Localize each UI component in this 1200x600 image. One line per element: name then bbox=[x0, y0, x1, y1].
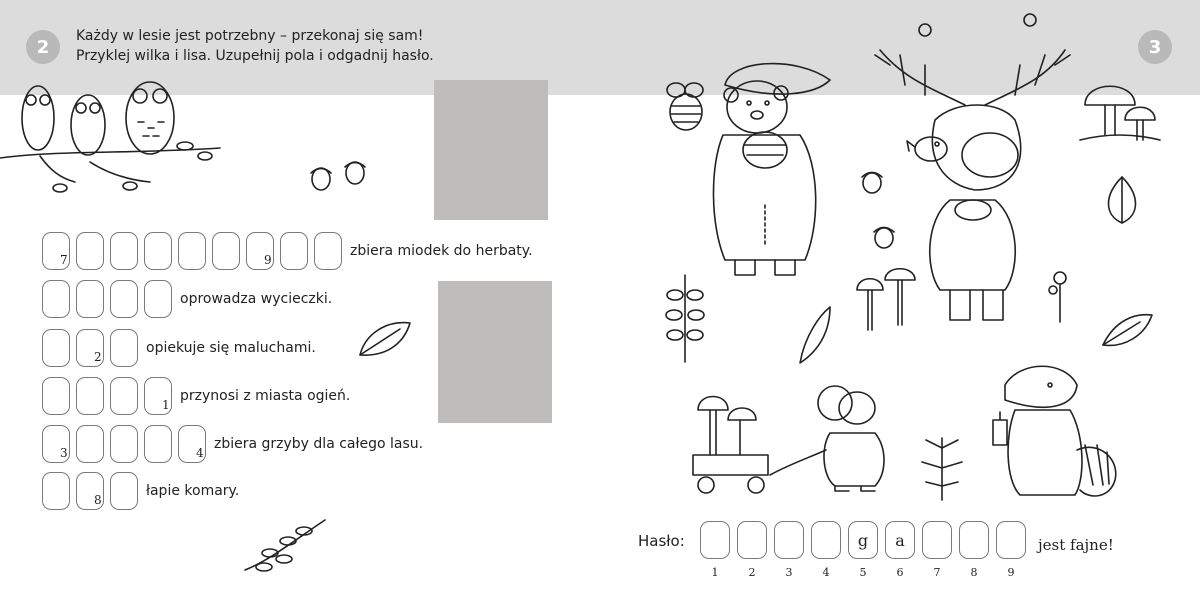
oak-leaf-illustration bbox=[355, 315, 415, 365]
letter-index-number: 9 bbox=[264, 253, 272, 267]
letter-box[interactable] bbox=[76, 329, 104, 367]
clue-text: opiekuje się maluchami. bbox=[146, 340, 316, 356]
password-letter-box[interactable] bbox=[737, 521, 767, 559]
instructions bbox=[76, 26, 434, 66]
password-letter-box[interactable]: a bbox=[885, 521, 915, 559]
password-letter-box[interactable] bbox=[959, 521, 989, 559]
password-letter-box[interactable]: g bbox=[848, 521, 878, 559]
letter-index-number: 8 bbox=[94, 493, 102, 507]
tall-mushrooms-illustration bbox=[855, 260, 920, 335]
password-position-number: 1 bbox=[711, 566, 719, 579]
password-letter-box[interactable] bbox=[811, 521, 841, 559]
fox-sticker-placeholder[interactable] bbox=[434, 80, 548, 220]
letter-box[interactable] bbox=[110, 472, 138, 510]
wagon-with-mushrooms-illustration bbox=[688, 390, 778, 500]
clue-text: łapie komary. bbox=[146, 483, 240, 499]
acorn-illustration bbox=[858, 165, 888, 195]
word-row bbox=[42, 230, 533, 272]
letter-box[interactable] bbox=[42, 329, 70, 367]
password-position-number: 4 bbox=[822, 566, 830, 579]
letter-box[interactable] bbox=[144, 232, 172, 270]
word-row bbox=[42, 278, 332, 320]
letter-box[interactable] bbox=[110, 377, 138, 415]
letter-box[interactable] bbox=[110, 329, 138, 367]
password-position-number: 7 bbox=[933, 566, 941, 579]
letter-index-number: 1 bbox=[162, 398, 170, 412]
password-position-number: 9 bbox=[1007, 566, 1015, 579]
right-page bbox=[600, 0, 1200, 600]
clue-text: zbiera grzyby dla całego lasu. bbox=[214, 436, 424, 452]
flower-illustration bbox=[1045, 270, 1075, 325]
letter-box[interactable] bbox=[42, 232, 70, 270]
password-position-number: 2 bbox=[748, 566, 756, 579]
owls-on-branch-illustration bbox=[0, 70, 230, 215]
password-letter-box[interactable] bbox=[996, 521, 1026, 559]
password-letter-box[interactable] bbox=[774, 521, 804, 559]
wolf-sticker-placeholder[interactable] bbox=[438, 281, 552, 423]
instruction-line-1: Każdy w lesie jest potrzebny – przekonaj się sam! bbox=[76, 28, 424, 44]
password-position-number: 3 bbox=[785, 566, 793, 579]
bird-illustration bbox=[905, 125, 955, 170]
letter-box[interactable] bbox=[314, 232, 342, 270]
password-position-number: 6 bbox=[896, 566, 904, 579]
password-suffix: jest fajne! bbox=[1038, 536, 1114, 554]
password-letter-box[interactable] bbox=[700, 521, 730, 559]
leaf-illustration-2 bbox=[1100, 310, 1155, 350]
instruction-line-2: Przyklej wilka i lisa. Uzupełnij pola i odgadnij hasło. bbox=[76, 48, 434, 64]
letter-box[interactable] bbox=[76, 472, 104, 510]
letter-box[interactable] bbox=[76, 377, 104, 415]
word-row bbox=[42, 375, 350, 417]
clue-text: zbiera miodek do herbaty. bbox=[350, 243, 533, 259]
letter-box[interactable] bbox=[42, 425, 70, 463]
password-position-number: 8 bbox=[970, 566, 978, 579]
clue-text: przynosi z miasta ogień. bbox=[180, 388, 351, 404]
word-row bbox=[42, 423, 423, 465]
letter-box[interactable] bbox=[144, 280, 172, 318]
password-position-number: 5 bbox=[859, 566, 867, 579]
page-number-badge: 2 bbox=[26, 30, 60, 64]
word-row bbox=[42, 470, 239, 512]
letter-index-number: 3 bbox=[60, 446, 68, 460]
letter-index-number: 7 bbox=[60, 253, 68, 267]
acorns-illustration bbox=[305, 155, 375, 195]
letter-box[interactable] bbox=[144, 425, 172, 463]
password-label: Hasło: bbox=[638, 532, 685, 550]
letter-box[interactable] bbox=[42, 280, 70, 318]
letter-index-number: 2 bbox=[94, 350, 102, 364]
word-row bbox=[42, 327, 316, 369]
letter-box[interactable] bbox=[42, 472, 70, 510]
letter-box[interactable] bbox=[178, 232, 206, 270]
letter-box[interactable] bbox=[76, 280, 104, 318]
letter-box[interactable] bbox=[42, 377, 70, 415]
acorn-illustration-2 bbox=[870, 218, 900, 250]
mouse-illustration bbox=[805, 378, 895, 493]
letter-box[interactable] bbox=[144, 377, 172, 415]
branch-leaves-illustration bbox=[240, 515, 330, 575]
clue-text: oprowadza wycieczki. bbox=[180, 291, 333, 307]
letter-box[interactable] bbox=[76, 425, 104, 463]
feather-leaf-illustration bbox=[795, 305, 835, 365]
letter-box[interactable] bbox=[76, 232, 104, 270]
leafy-branch-illustration bbox=[660, 270, 710, 365]
letter-index-number: 4 bbox=[196, 446, 204, 460]
letter-box[interactable] bbox=[246, 232, 274, 270]
badger-with-lantern-illustration bbox=[965, 350, 1125, 505]
leaf-illustration bbox=[1100, 175, 1145, 225]
bear-with-honey-illustration bbox=[705, 55, 845, 280]
letter-box[interactable] bbox=[280, 232, 308, 270]
letter-box[interactable] bbox=[178, 425, 206, 463]
page-number-badge-right: 3 bbox=[1138, 30, 1172, 64]
letter-box[interactable] bbox=[212, 232, 240, 270]
letter-box[interactable] bbox=[110, 232, 138, 270]
letter-box[interactable] bbox=[110, 425, 138, 463]
letter-box[interactable] bbox=[110, 280, 138, 318]
mushrooms-illustration bbox=[1075, 75, 1165, 155]
password-letter-box[interactable] bbox=[922, 521, 952, 559]
